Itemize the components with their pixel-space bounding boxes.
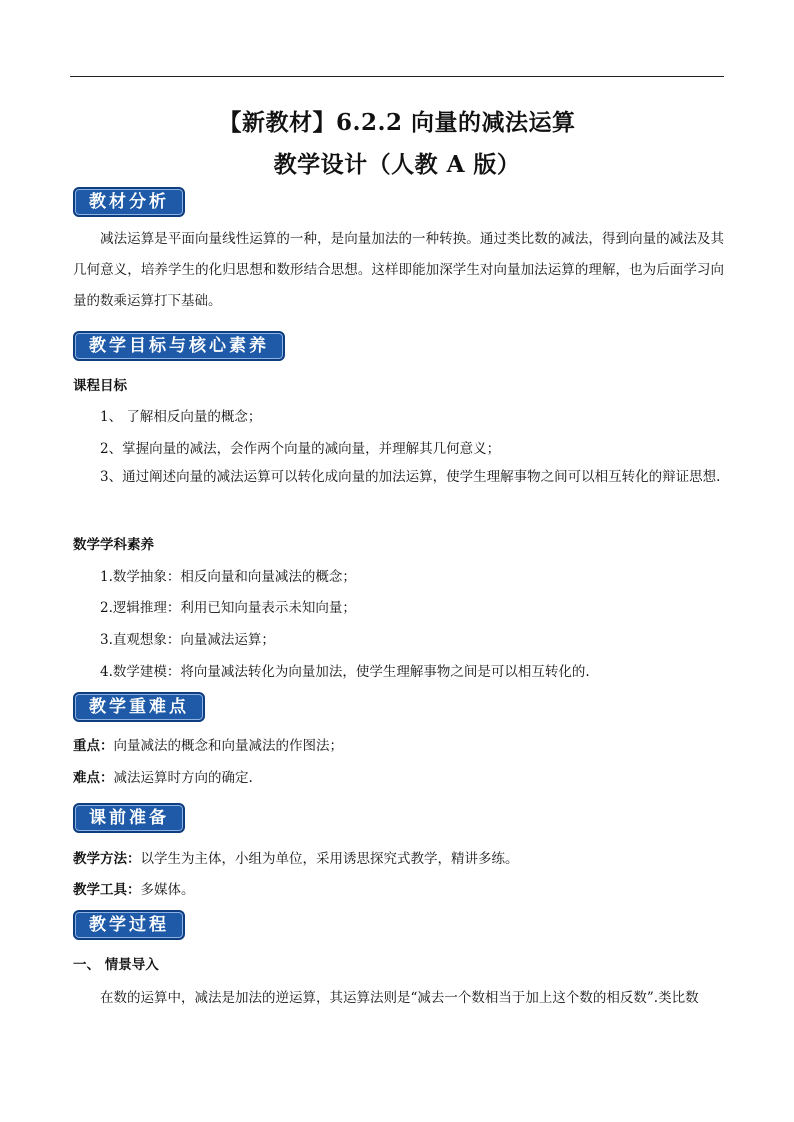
key-point	[73, 734, 724, 754]
course-goals-label: 课程目标	[73, 378, 127, 394]
course-goal-item: 1、 了解相反向量的概念；	[100, 409, 262, 425]
teaching-method	[73, 847, 724, 867]
subsection-heading: 一、 情景导入	[73, 957, 159, 973]
key-point-label: 重点：	[73, 738, 114, 754]
teaching-tool-text: 多媒体。	[140, 882, 195, 898]
hard-point-text: 减法运算时方向的确定.	[113, 770, 253, 786]
teaching-tool	[73, 878, 724, 898]
course-goal-item: 3、通过阐述向量的减法运算可以转化成向量的加法运算，使学生理解事物之间可以相互转化的辩证思想.	[100, 469, 721, 485]
teaching-method-label: 教学方法：	[73, 851, 141, 867]
hard-point-label: 难点：	[73, 770, 114, 786]
section-badge-difficulty: 教学重难点	[73, 692, 205, 722]
teaching-tool-label: 教学工具：	[73, 882, 141, 898]
document-subtitle: 教学设计（人教 A 版）	[273, 151, 521, 178]
analysis-paragraph: 减法运算是平面向量线性运算的一种，是向量加法的一种转换。通过类比数的减法，得到向量的减法及其几何意义，培养学生的化归思想和数形结合思想。这样即能加深学生对向量加法运算的理解，也为后面学习向量的数乘运算打下基础。	[73, 231, 724, 309]
section-badge-process: 教学过程	[73, 910, 185, 940]
header-rule	[70, 76, 724, 77]
key-point-text: 向量减法的概念和向量减法的作图法；	[113, 738, 343, 754]
literacy-item: 3.直观想象：向量减法运算；	[100, 632, 275, 648]
course-goal-item: 2、掌握向量的减法，会作两个向量的减向量，并理解其几何意义；	[100, 441, 501, 457]
literacy-item: 1.数学抽象：相反向量和向量减法的概念；	[100, 569, 356, 585]
teaching-method-text: 以学生为主体，小组为单位，采用诱思探究式教学，精讲多练。	[140, 851, 519, 867]
literacy-label: 数学学科素养	[73, 537, 154, 553]
section-badge-goals: 教学目标与核心素养	[73, 331, 285, 361]
section-badge-preparation: 课前准备	[73, 803, 185, 833]
intro-paragraph: 在数的运算中，减法是加法的逆运算，其运算法则是“减去一个数相当于加上这个数的相反数”.类比数	[100, 990, 699, 1006]
literacy-item: 2.逻辑推理：利用已知向量表示未知向量；	[100, 600, 356, 616]
section-badge-analysis: 教材分析	[73, 187, 185, 217]
hard-point	[73, 766, 724, 786]
literacy-item: 4.数学建模：将向量减法转化为向量加法，使学生理解事物之间是可以相互转化的.	[100, 664, 590, 680]
document-title: 【新教材】6.2.2 向量的减法运算	[218, 109, 576, 136]
